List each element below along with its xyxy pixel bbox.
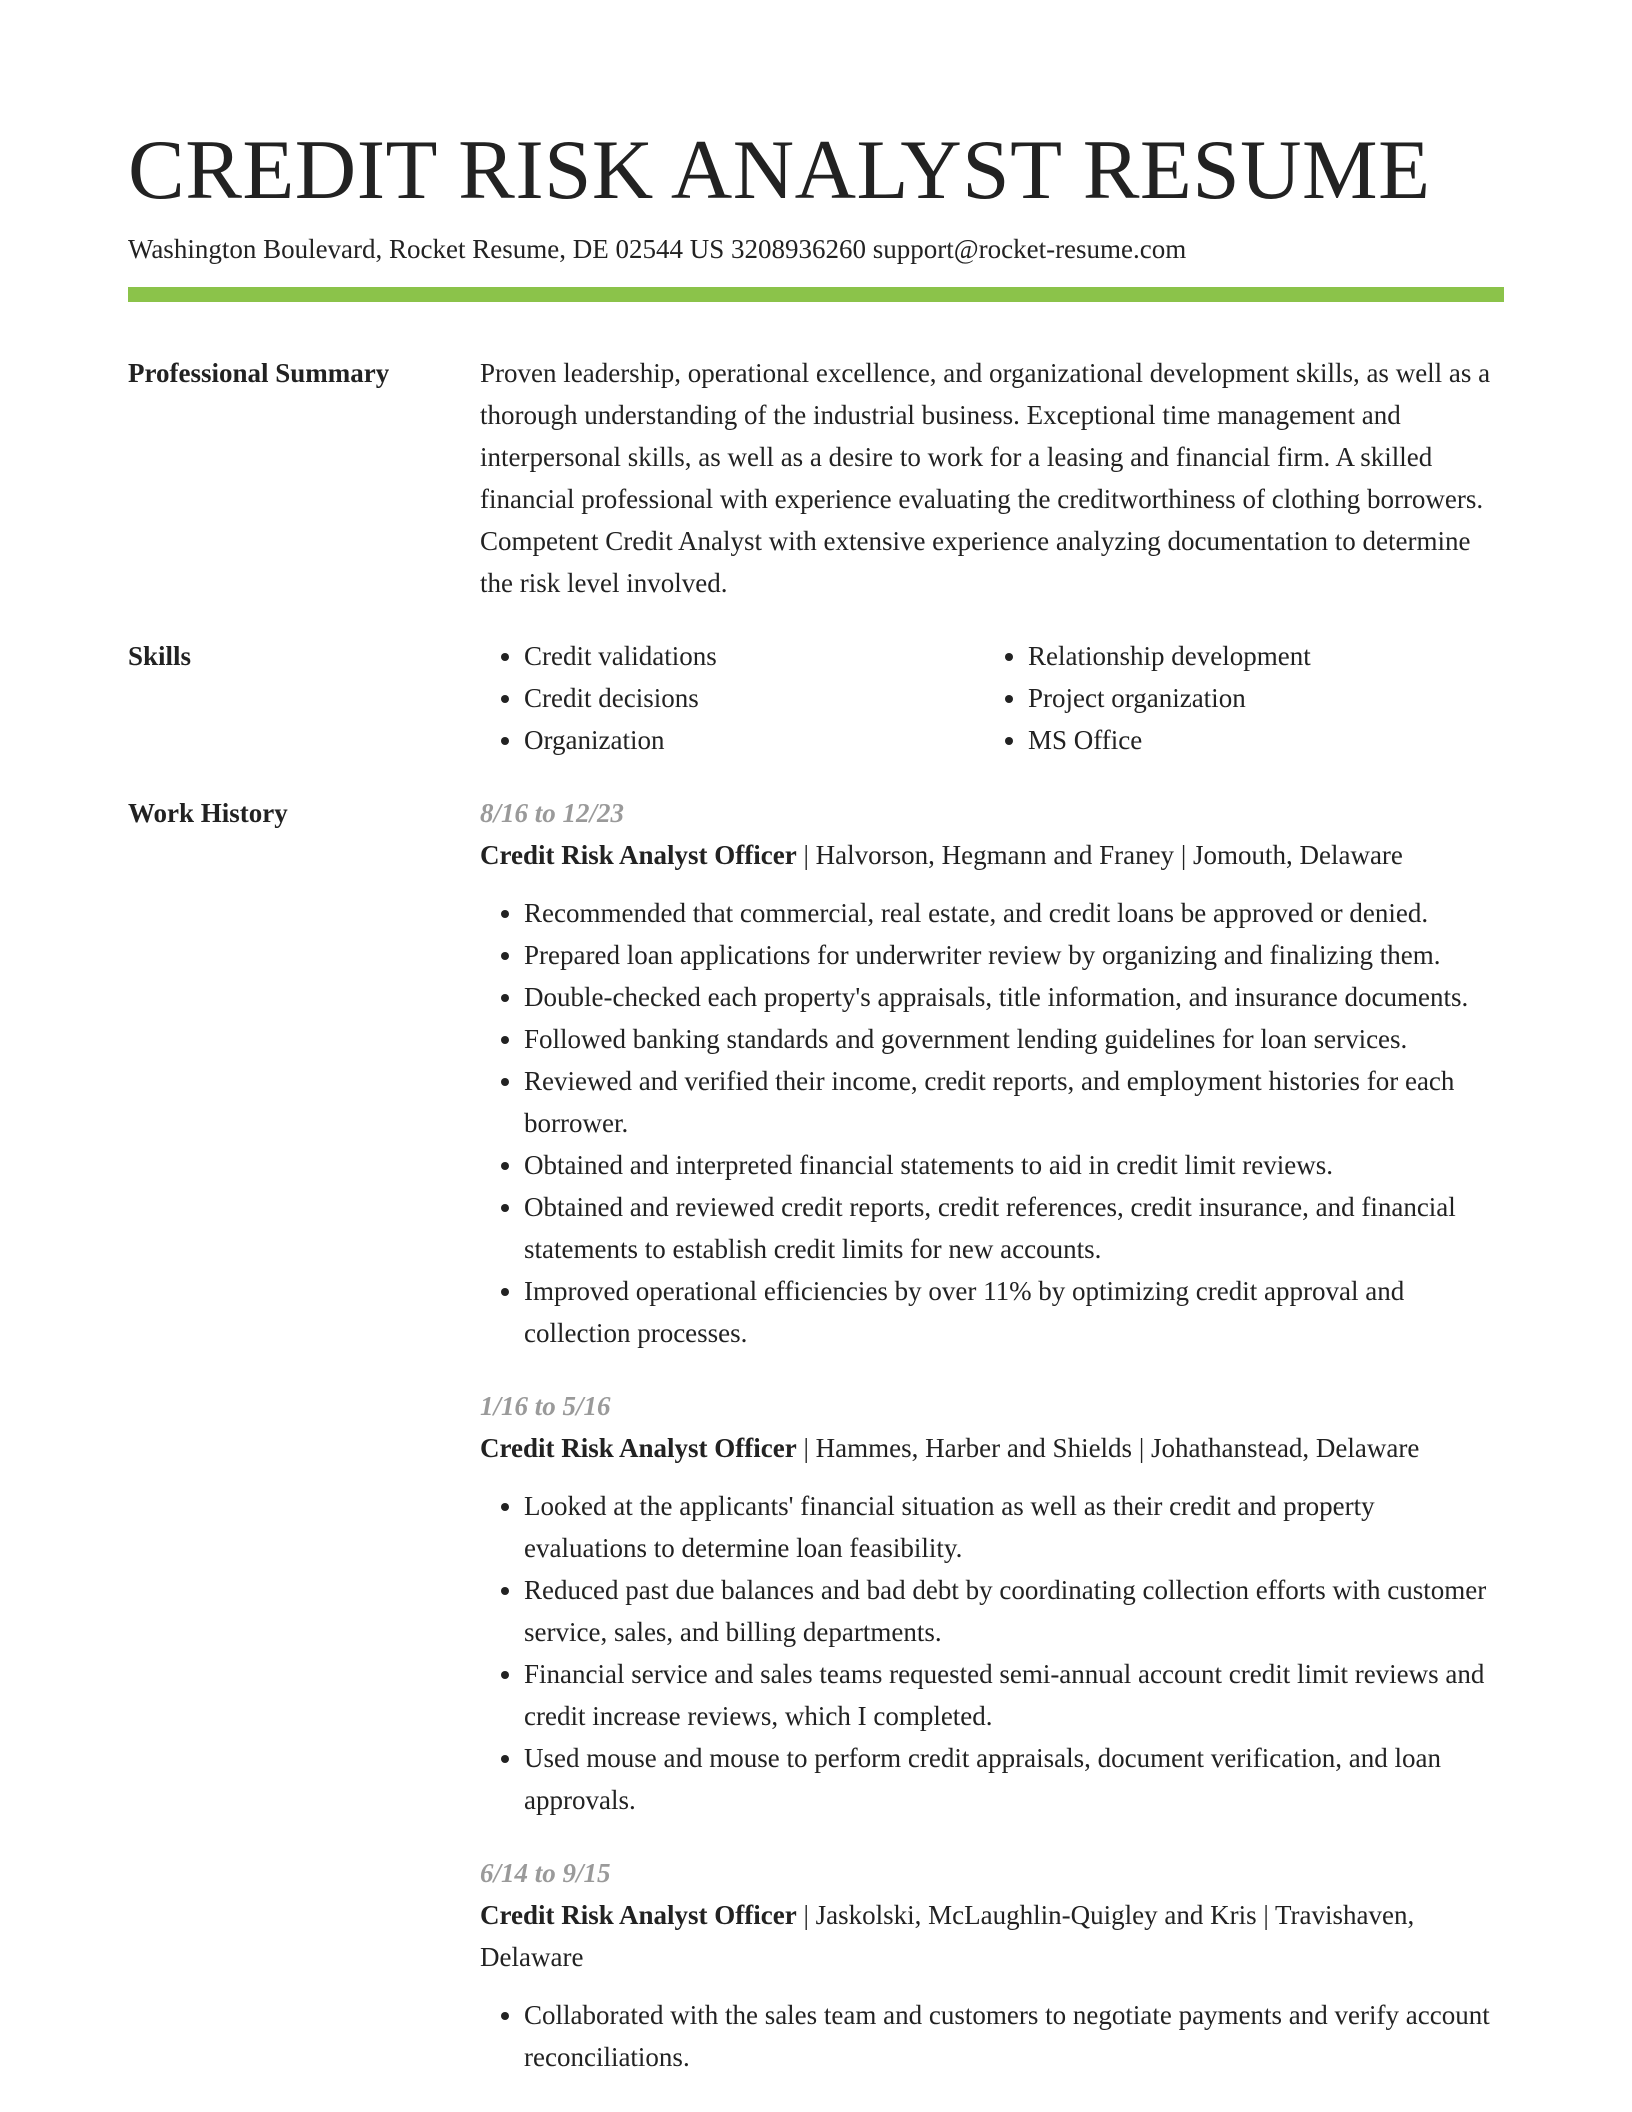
job-bullet: • Looked at the applicants' financial situation as well as their credit and property evaluations to determine loan feasibility. [524, 1485, 1504, 1569]
job-bullet: • Reduced past due balances and bad debt by coordinating collection efforts with customer service, sales, and billing departments. [524, 1569, 1504, 1653]
skill-item: • Credit validations [524, 635, 984, 677]
job-bullet: • Improved operational efficiencies by over 11% by optimizing credit approval and collection processes. [524, 1270, 1504, 1354]
job-title: Credit Risk Analyst Officer [480, 840, 797, 870]
job-entry [480, 792, 1504, 1354]
job-title: Credit Risk Analyst Officer [480, 1433, 797, 1463]
job-company: Halvorson, Hegmann and Franey [815, 840, 1175, 870]
job-title: Credit Risk Analyst Officer [480, 1900, 797, 1930]
job-title-line [480, 834, 1504, 876]
job-dates: 6/14 to 9/15 [480, 1858, 611, 1888]
resume-page [128, 0, 1504, 2078]
work-history-label: Work History [128, 798, 288, 828]
skill-item: • Organization [524, 719, 984, 761]
accent-divider [128, 287, 1504, 302]
skill-item: • Project organization [1028, 677, 1488, 719]
skill-item: • MS Office [1028, 719, 1488, 761]
job-dates: 8/16 to 12/23 [480, 798, 625, 828]
job-dates: 1/16 to 5/16 [480, 1391, 611, 1421]
job-separator: | [796, 1433, 816, 1463]
job-bullet: • Followed banking standards and government lending guidelines for loan services. [524, 1018, 1504, 1060]
job-location: Travishaven, Delaware [480, 1900, 1415, 1972]
job-entry [480, 1852, 1504, 2078]
job-separator: | [796, 840, 816, 870]
job-bullet: • Used mouse and mouse to perform credit appraisals, document verification, and loan approvals. [524, 1737, 1504, 1821]
job-location: Johathanstead, Delaware [1150, 1433, 1420, 1463]
contact-line: Washington Boulevard, Rocket Resume, DE 02544 US 3208936260 support@rocket-resume.com [128, 234, 1187, 264]
job-separator: | [1174, 840, 1193, 870]
skill-item: • Relationship development [1028, 635, 1488, 677]
resume-title: CREDIT RISK ANALYST RESUME [128, 123, 1431, 217]
job-bullet: • Obtained and reviewed credit reports, credit references, credit insurance, and financial statements to establish credit limits for new accounts. [524, 1186, 1504, 1270]
summary-text: Proven leadership, operational excellence, and organizational development skills, as well as a thorough understanding of the industrial business. Exceptional time management and interpersonal skills, as well as a desire to work for a leasing and financial firm. A skilled financial professional with experience evaluating the creditworthiness of clothing borrowers. Competent Credit Analyst with extensive experience analyzing documentation to determine the risk level involved. [480, 358, 1491, 598]
job-bullet: • Collaborated with the sales team and customers to negotiate payments and verify account reconciliations. [524, 1994, 1504, 2078]
job-bullet-list [480, 892, 1504, 1354]
skills-label: Skills [128, 641, 192, 671]
job-entry [480, 1385, 1504, 1821]
job-bullet: • Double-checked each property's appraisals, title information, and insurance documents. [524, 976, 1504, 1018]
job-bullet: • Prepared loan applications for underwriter review by organizing and finalizing them. [524, 934, 1504, 976]
job-title-line [480, 1894, 1504, 1978]
work-history-section [128, 792, 1504, 2078]
job-separator: | [1132, 1433, 1151, 1463]
summary-section [128, 352, 1504, 604]
skills-grid [480, 635, 1504, 761]
skills-section [128, 635, 1504, 761]
summary-label: Professional Summary [128, 358, 390, 388]
job-bullet: • Recommended that commercial, real estate, and credit loans be approved or denied. [524, 892, 1504, 934]
skill-item: • Credit decisions [524, 677, 984, 719]
job-company: Hammes, Harber and Shields [815, 1433, 1133, 1463]
job-title-line [480, 1427, 1504, 1469]
work-history-body [480, 792, 1504, 2078]
job-bullet: • Obtained and interpreted financial statements to aid in credit limit reviews. [524, 1144, 1504, 1186]
job-bullet-list [480, 1485, 1504, 1821]
job-location: Jomouth, Delaware [1192, 840, 1403, 870]
skills-list-right [984, 635, 1488, 761]
job-company: Jaskolski, McLaughlin-Quigley and Kris [815, 1900, 1257, 1930]
job-bullet: • Reviewed and verified their income, credit reports, and employment histories for each borrower. [524, 1060, 1504, 1144]
job-bullet-list [480, 1994, 1504, 2078]
job-separator: | [796, 1900, 816, 1930]
skills-list-left [480, 635, 984, 761]
job-separator: | [1256, 1900, 1276, 1930]
job-bullet: • Financial service and sales teams requested semi-annual account credit limit reviews and credit increase reviews, which I completed. [524, 1653, 1504, 1737]
